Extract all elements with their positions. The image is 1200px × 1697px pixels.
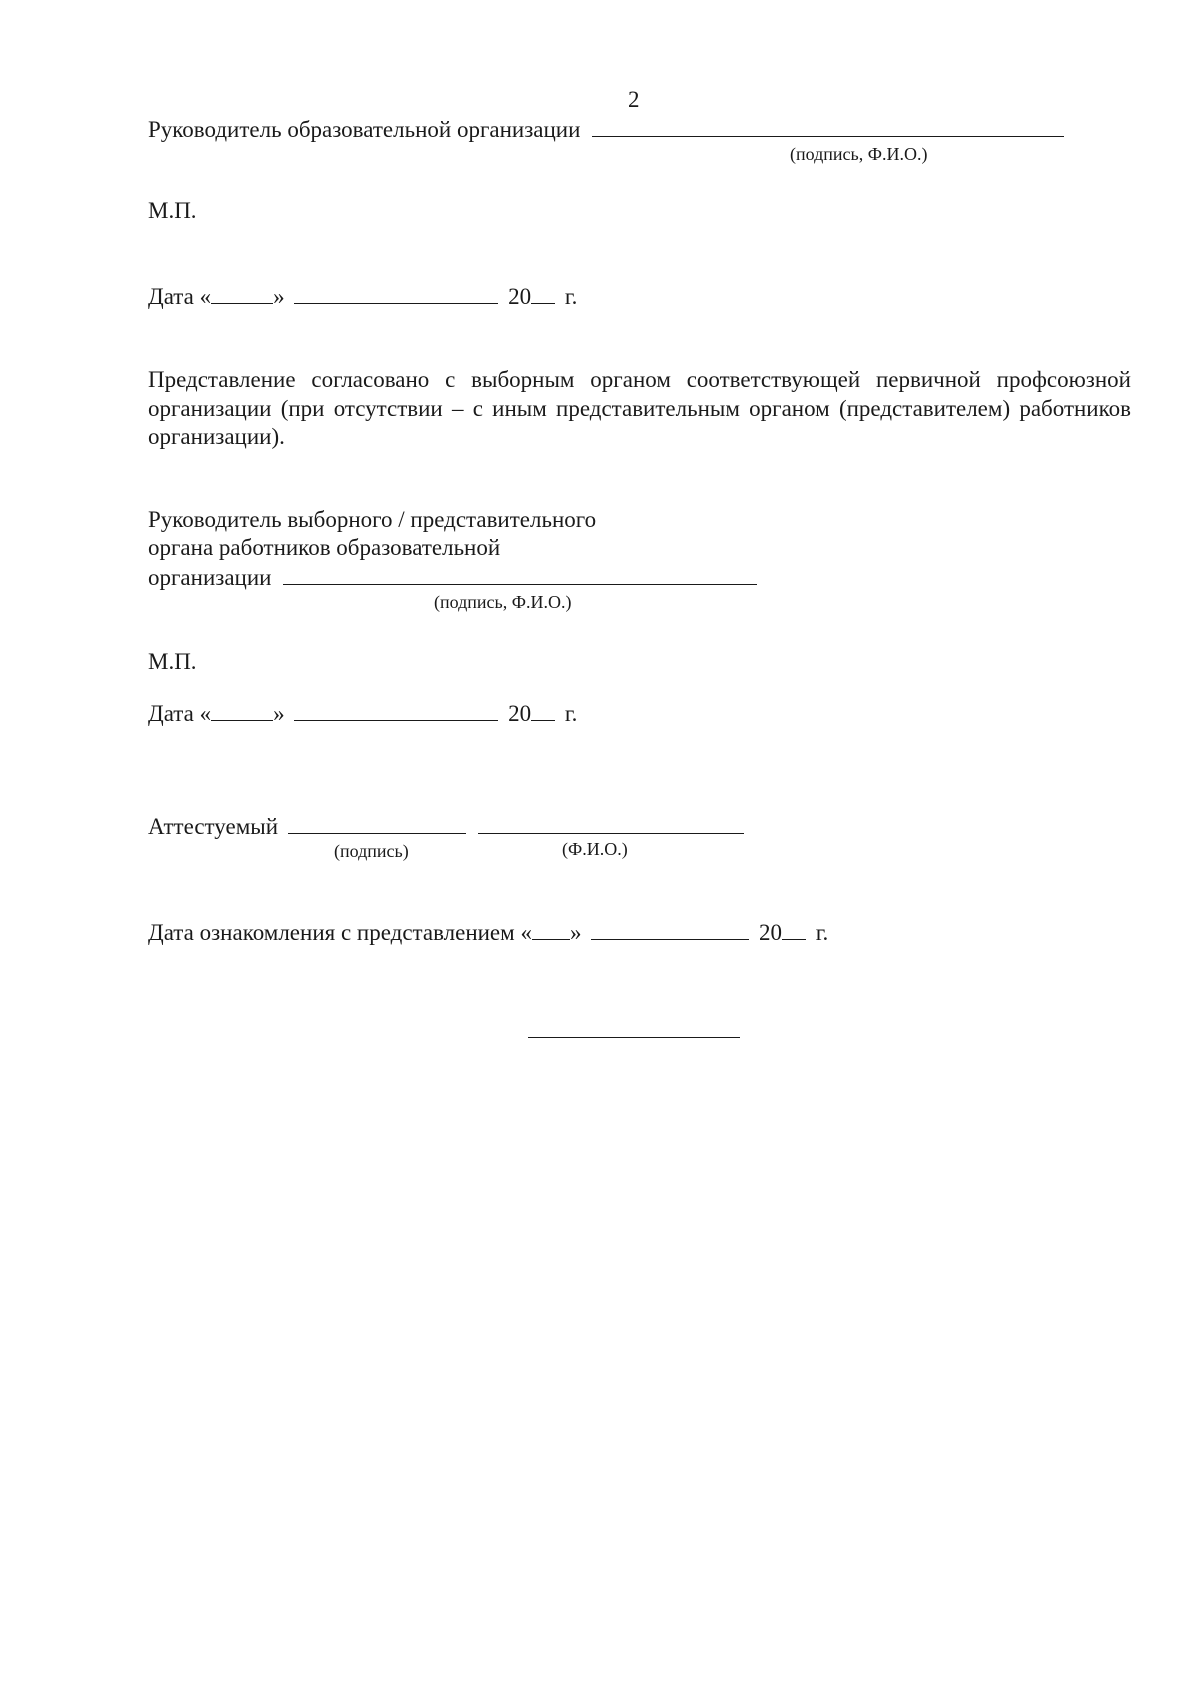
- date-2-prefix: Дата «: [148, 701, 212, 726]
- date-1-year-field[interactable]: [531, 283, 555, 304]
- attestee-signature-caption: (подпись): [334, 841, 409, 861]
- head-signature-field[interactable]: [592, 116, 1064, 137]
- rep-signature-caption: (подпись, Ф.И.О.): [434, 592, 572, 612]
- attestee-name-caption: (Ф.И.О.): [562, 839, 628, 859]
- stamp-mark-1: М.П.: [148, 198, 197, 223]
- rep-signature-line-2: органа работников образовательной: [148, 535, 501, 560]
- head-signature-line: [148, 116, 1064, 144]
- date-2-month-field[interactable]: [294, 700, 498, 721]
- rep-signature-line-3: [148, 564, 757, 592]
- date-line-2: [148, 700, 577, 728]
- date-1-day-field[interactable]: [211, 283, 273, 304]
- attestee-signature-field[interactable]: [288, 813, 466, 834]
- date-2-year: 20: [508, 701, 532, 726]
- attestee-name-field[interactable]: [478, 813, 744, 834]
- attestee-line: [148, 813, 744, 841]
- date-2-year-field[interactable]: [531, 700, 555, 721]
- head-signature-caption: (подпись, Ф.И.О.): [790, 144, 928, 164]
- review-date-prefix: Дата ознакомления с представлением «: [148, 920, 532, 945]
- page-number: 2: [628, 87, 640, 112]
- review-date-suffix: г.: [815, 920, 829, 945]
- date-2-suffix: г.: [564, 701, 578, 726]
- agreement-paragraph: Представление согласовано с выборным органом соответствующей первичной профсоюзной организации (при отсутствии – с иным представительным органом (представителем) работников организации).: [148, 367, 1131, 449]
- date-2-mid: »: [273, 701, 285, 726]
- stamp-mark-2: М.П.: [148, 649, 197, 674]
- rep-signature-line-1: Руководитель выборного / представительного: [148, 507, 597, 532]
- review-date-day-field[interactable]: [532, 919, 570, 940]
- review-date-month-field[interactable]: [591, 919, 749, 940]
- date-1-mid: »: [273, 284, 285, 309]
- date-1-prefix: Дата «: [148, 284, 212, 309]
- rep-signature-label: организации: [148, 565, 272, 590]
- closing-separator-line: [528, 1037, 740, 1038]
- review-date-line: [148, 919, 828, 947]
- date-line-1: [148, 283, 577, 311]
- date-2-day-field[interactable]: [211, 700, 273, 721]
- date-1-suffix: г.: [564, 284, 578, 309]
- review-date-year-field[interactable]: [782, 919, 806, 940]
- attestee-label: Аттестуемый: [148, 814, 279, 839]
- head-signature-label: Руководитель образовательной организации: [148, 117, 581, 142]
- date-1-year: 20: [508, 284, 532, 309]
- review-date-year: 20: [758, 920, 782, 945]
- date-1-month-field[interactable]: [294, 283, 498, 304]
- review-date-mid: »: [569, 920, 582, 945]
- rep-signature-field[interactable]: [283, 564, 757, 585]
